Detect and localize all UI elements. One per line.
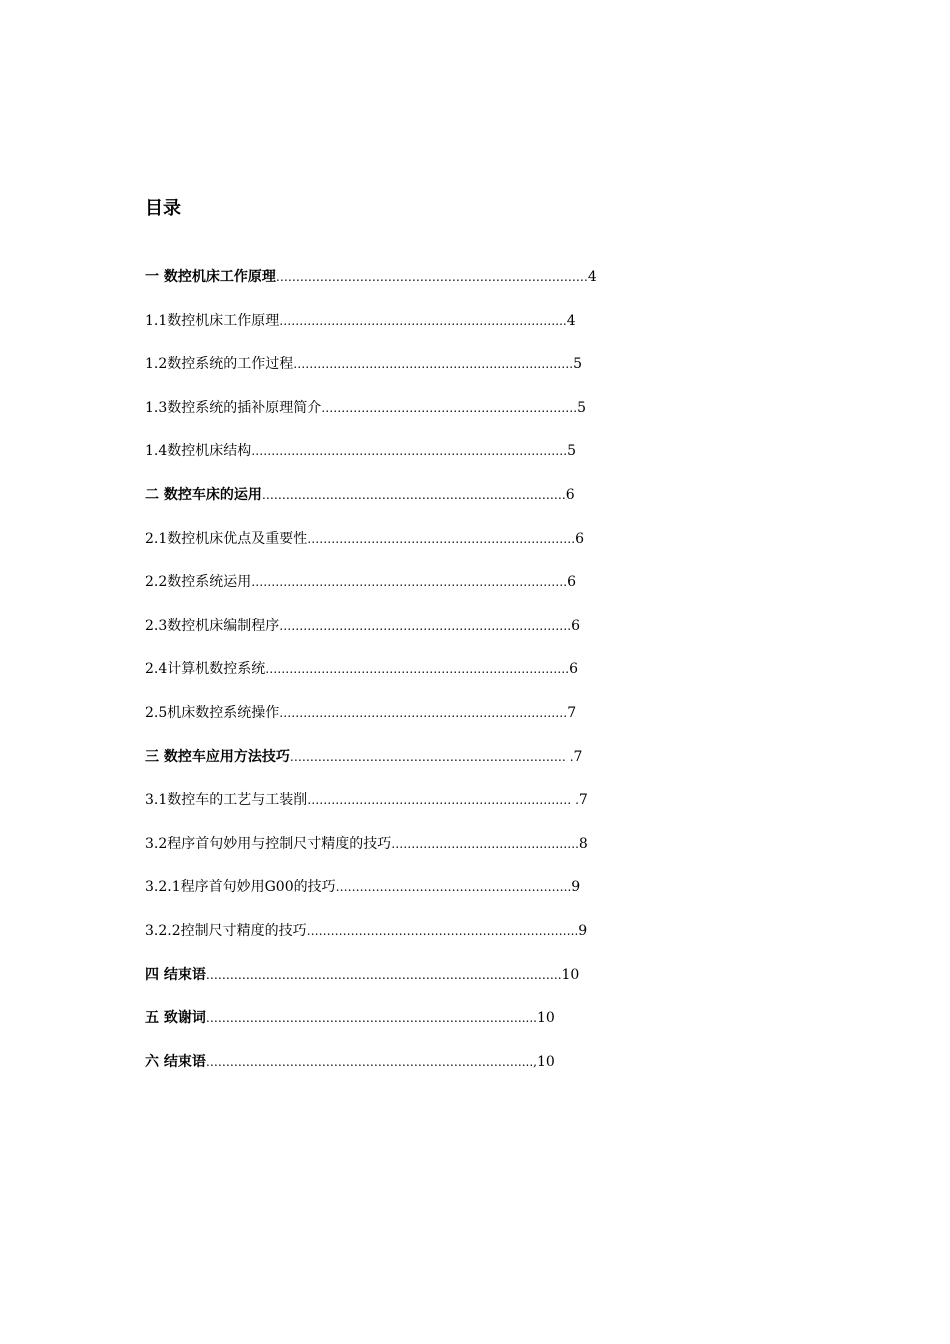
toc-page-number: 7 bbox=[578, 792, 588, 809]
toc-entry[interactable] bbox=[145, 789, 745, 833]
toc-entry-title: 1.4数控机床结构 bbox=[145, 443, 252, 460]
toc-entry-title: 3.1数控车的工艺与工装削 bbox=[145, 792, 308, 809]
toc-entry[interactable] bbox=[145, 1007, 745, 1051]
toc-entry[interactable] bbox=[145, 528, 745, 572]
toc-dot-leader: …………………………………………………………………. bbox=[265, 662, 570, 677]
toc-page-number: 6 bbox=[565, 486, 575, 503]
toc-entry-title: 2.2数控系统运用 bbox=[145, 574, 252, 591]
toc-page-number: 5 bbox=[573, 356, 583, 373]
toc-page-number: 5 bbox=[577, 399, 587, 416]
toc-dot-leader: ………………………………………………………. bbox=[321, 400, 578, 415]
toc-entry[interactable] bbox=[145, 920, 745, 964]
toc-entry[interactable] bbox=[145, 702, 745, 746]
toc-entry[interactable] bbox=[145, 658, 745, 702]
toc-entry-title: 五 致谢词 bbox=[145, 1010, 206, 1027]
toc-entry[interactable] bbox=[145, 964, 745, 1008]
toc-page-number: 6 bbox=[575, 530, 585, 547]
toc-entry[interactable] bbox=[145, 571, 745, 615]
toc-entry-title: 1.1数控机床工作原理 bbox=[145, 312, 280, 329]
toc-entry-title: 一 数控机床工作原理 bbox=[145, 269, 276, 285]
toc-dot-leader: …………………………………………………………………. bbox=[261, 487, 566, 502]
toc-page-number: 4 bbox=[587, 269, 597, 285]
toc-entry-title: 二 数控车床的运用 bbox=[145, 486, 262, 503]
toc-entry[interactable] bbox=[145, 746, 745, 790]
toc-page-number: 10 bbox=[536, 1053, 555, 1070]
toc-dot-leader: ……………………………………………………………………..... bbox=[205, 1011, 537, 1026]
toc-page-number: 8 bbox=[578, 835, 588, 852]
toc-dot-leader: ……………………………………………………………………. bbox=[251, 575, 568, 590]
toc-entry-title: 六 结束语 bbox=[145, 1053, 206, 1070]
toc-entry[interactable] bbox=[145, 440, 745, 484]
toc-entry-title: 四 结束语 bbox=[145, 966, 206, 983]
toc-dot-leader: ……………………………………………………………………. bbox=[251, 444, 568, 459]
toc-page-number: 7 bbox=[567, 704, 577, 721]
toc-dot-leader: ………………………………………………….. bbox=[335, 880, 572, 895]
toc-entry[interactable] bbox=[145, 353, 745, 397]
toc-entry[interactable] bbox=[145, 397, 745, 441]
toc-entry-title: 2.3数控机床编制程序 bbox=[145, 617, 280, 634]
toc-dot-leader: ………………………………………………………….. bbox=[306, 923, 579, 938]
toc-dot-leader: …………………………………………………………… . bbox=[289, 749, 574, 764]
toc-entry-title: 三 数控车应用方法技巧 bbox=[145, 748, 290, 765]
toc-entry-title: 2.4计算机数控系统 bbox=[145, 661, 266, 678]
toc-page-number: 10 bbox=[561, 966, 580, 983]
table-of-contents bbox=[145, 266, 745, 1094]
toc-dot-leader: ………………………………………………………… . bbox=[307, 793, 579, 808]
toc-page-number: 6 bbox=[569, 661, 579, 678]
toc-page-number: 9 bbox=[578, 922, 588, 939]
toc-entry-title: 1.2数控系统的工作过程 bbox=[145, 356, 294, 373]
page-title: 目录 bbox=[145, 198, 181, 219]
toc-dot-leader: …………………………………………………………………… bbox=[275, 270, 588, 284]
toc-page-number: 5 bbox=[567, 443, 577, 460]
toc-page-number: 6 bbox=[571, 617, 581, 634]
toc-dot-leader: ………………………………………………………………. bbox=[279, 618, 572, 633]
toc-dot-leader: …………………………………………………………. bbox=[307, 531, 576, 546]
toc-page-number: 7 bbox=[573, 748, 583, 765]
toc-entry-title: 1.3数控系统的插补原理简介 bbox=[145, 399, 322, 416]
toc-entry-title: 3.2.1程序首句妙用G00的技巧 bbox=[145, 879, 336, 896]
toc-dot-leader: ……………………………………………………………………...., bbox=[205, 1054, 537, 1069]
toc-entry-title: 3.2程序首句妙用与控制尺寸精度的技巧 bbox=[145, 835, 392, 852]
toc-entry[interactable] bbox=[145, 876, 745, 920]
toc-dot-leader: ……………………………………………………………… bbox=[279, 705, 568, 720]
toc-page-number: 9 bbox=[571, 879, 581, 896]
toc-dot-leader: ……………………………………………………………... bbox=[279, 313, 567, 328]
toc-entry[interactable] bbox=[145, 484, 745, 528]
toc-entry-title: 2.5机床数控系统操作 bbox=[145, 704, 280, 721]
toc-entry[interactable] bbox=[145, 310, 745, 354]
toc-entry[interactable] bbox=[145, 833, 745, 877]
toc-page-number: 4 bbox=[566, 312, 576, 329]
toc-dot-leader: ……………………………………….. bbox=[391, 836, 579, 851]
toc-dot-leader: …………………………………………………………………………….. bbox=[205, 967, 562, 982]
toc-entry-title: 2.1数控机床优点及重要性 bbox=[145, 530, 308, 547]
toc-entry[interactable] bbox=[145, 266, 745, 310]
toc-entry-title: 3.2.2控制尺寸精度的技巧 bbox=[145, 922, 307, 939]
toc-page-number: 6 bbox=[567, 574, 577, 591]
toc-entry[interactable] bbox=[145, 1051, 745, 1095]
toc-entry[interactable] bbox=[145, 615, 745, 659]
toc-page-number: 10 bbox=[536, 1010, 555, 1027]
toc-dot-leader: ……………………………………………………………. bbox=[293, 357, 574, 372]
